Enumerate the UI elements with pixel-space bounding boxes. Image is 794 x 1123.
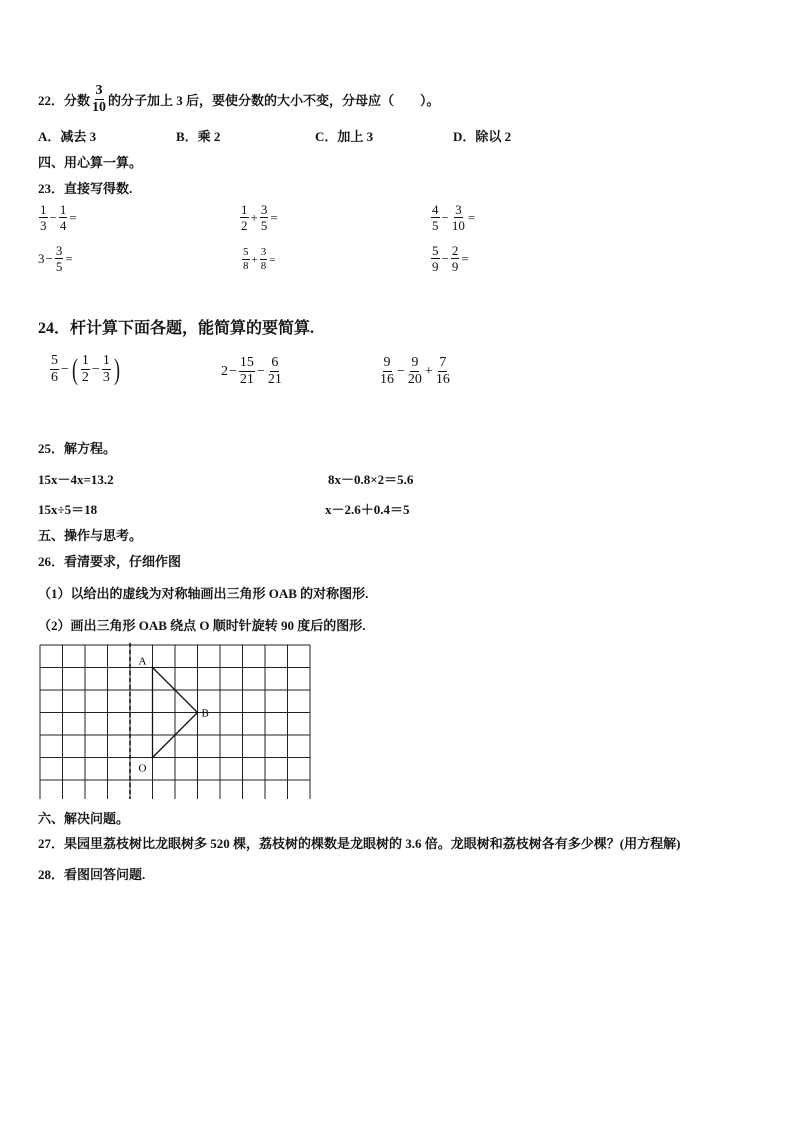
q23-e6-b-den: 9 [451,259,459,274]
q27-problem: 27．果园里荔枝树比龙眼树多 520 棵，荔枝树的棵数是龙眼树的 3.6 倍。龙眼树和荔枝树各有多少棵？(用方程解) [38,836,681,851]
q23-e6-op: − [441,250,449,266]
q24-expression-3 [378,356,452,387]
q23-expression-3 [430,203,476,232]
q24-e2-op: − [229,363,237,379]
q24-e1-c-den: 3 [102,370,110,385]
q23-e6-a-den: 9 [432,259,439,274]
q23-e2-eq: = [270,209,278,225]
q24-e3-a-den: 16 [380,372,394,387]
q23-e5-b-den: 8 [260,260,267,272]
q26-title: 26．看清要求，仔细作图 [38,554,182,569]
q24-e3-op2: + [424,363,433,379]
q23-e4-op: − [45,250,53,266]
q23-e5-op: + [251,253,258,266]
q24-e3-c-den: 16 [435,372,450,387]
q24-e3-op: − [397,363,405,379]
q25-equation-2: 8x－0.8×2＝5.6 [328,472,414,487]
q23-expression-2 [239,203,279,232]
q24-e1-c-num: 1 [102,353,110,368]
q23-e3-op: − [441,209,449,225]
q24-expression-1 [49,354,122,385]
q23-e3-b-den: 10 [451,218,465,233]
q23-e1-a-num: 1 [40,202,47,217]
q22-frac-num: 3 [95,83,103,98]
q23-e1-b-den: 4 [59,218,67,233]
q24-e1-left-paren: ( [71,352,78,386]
q23-title: 23．直接写得数. [38,181,133,196]
q24-e2-whole: 2 [221,363,228,379]
q25-equation-1: 15x－4x=13.2 [38,472,114,487]
q24-e2-c-num: 6 [271,355,279,370]
q24-e1-op: − [61,361,69,377]
q24-e2-op2: − [256,363,265,379]
q25-equation-3: 15x÷5＝18 [38,502,98,517]
q23-e5-a-den: 8 [243,260,249,272]
point-label-a: A [138,655,147,668]
q23-expression-5 [241,247,276,272]
q24-e3-b-num: 9 [411,355,419,370]
q22-option-c: C．加上 3 [315,129,374,144]
q24-e2-c-den: 21 [267,372,282,387]
q23-expression-1 [38,203,78,232]
q23-e5-a-num: 5 [243,246,249,258]
grid-lines [40,645,310,799]
q22-number: 22． [38,93,65,108]
q24-e1-right-paren: ) [113,352,120,386]
q24-e1-a-num: 5 [51,353,58,368]
q24-e2-b-den: 21 [239,372,254,387]
q24-e3-a-num: 9 [383,355,391,370]
q23-e2-a-den: 2 [241,218,248,233]
q23-e2-a-num: 1 [241,202,248,217]
q23-e6-a-num: 5 [432,243,439,258]
q23-e4-eq: = [65,250,73,266]
point-label-b: B [201,707,209,720]
q24-e1-a-den: 6 [51,370,58,385]
q24-e1-b-den: 2 [81,370,89,385]
q22-frac-den: 10 [92,100,107,115]
q24-e1-op2: − [91,361,100,377]
q23-e3-a-den: 5 [432,218,439,233]
q22-post: 的分子加上 3 后，要使分数的大小不变，分母应（ ）。 [108,93,440,108]
q24-e3-b-den: 20 [407,372,422,387]
q22-pre: 分数 [64,93,91,108]
q23-e4-whole: 3 [38,250,45,266]
q25-equation-4: x－2.6＋0.4＝5 [325,502,410,517]
q23-e3-b-num: 3 [455,202,462,217]
q26-part-1: （1）以给出的虚线为对称轴画出三角形 OAB 的对称图形. [38,586,369,601]
q23-e4-b-den: 5 [55,259,63,274]
q23-e1-a-den: 3 [40,218,47,233]
q22-option-a: A．减去 3 [38,129,97,144]
section-6-heading: 六、解决问题。 [38,811,130,826]
q23-expression-6 [430,244,470,273]
q23-expression-4 [38,244,74,273]
q23-e2-op: + [250,209,258,225]
q22-option-d: D．除以 2 [453,129,512,144]
q23-e1-op: − [49,209,57,225]
q22-stem [38,84,440,115]
point-label-o: O [138,762,147,775]
q23-e1-b-num: 1 [59,202,67,217]
q24-expression-2 [221,356,284,387]
q23-e3-a-num: 4 [432,202,439,217]
q23-e4-b-num: 3 [55,243,63,258]
q24-e3-c-num: 7 [439,355,447,370]
q23-e2-b-den: 5 [260,218,268,233]
q23-e5-b-num: 3 [260,246,267,258]
section-4-heading: 四、用心算一算。 [38,155,143,170]
q24-e1-b-num: 1 [81,353,89,368]
q28-problem: 28．看图回答问题. [38,867,146,882]
q25-title: 25．解方程。 [38,441,117,456]
q23-e3-eq: = [467,209,476,225]
q24-e2-b-num: 15 [239,355,254,370]
q23-e6-b-num: 2 [451,243,459,258]
q23-e1-eq: = [69,209,77,225]
q26-part-2: （2）画出三角形 OAB 绕点 O 顺时针旋转 90 度后的图形. [38,618,366,633]
section-5-heading: 五、操作与思考。 [38,528,143,543]
q23-e2-b-num: 3 [260,202,268,217]
q22-fraction [91,84,107,115]
q24-title: 24．杆计算下面各题，能简算的要简算. [38,320,315,337]
q22-option-b: B．乘 2 [176,129,221,144]
q23-e5-eq: = [269,253,276,266]
q26-grid-figure [35,643,315,799]
q23-e6-eq: = [461,250,469,266]
